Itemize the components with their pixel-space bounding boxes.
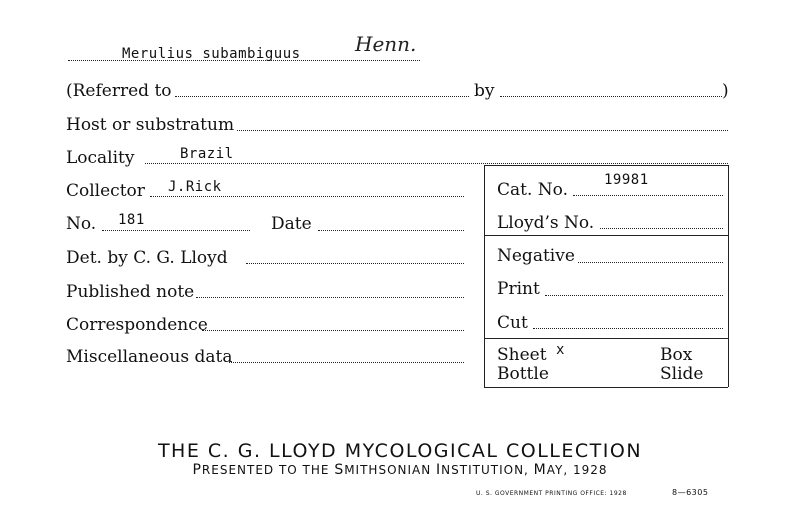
box-top-border bbox=[484, 165, 728, 166]
date-label: Date bbox=[271, 214, 312, 234]
host-label: Host or substratum bbox=[66, 115, 235, 135]
box-divider bbox=[484, 235, 728, 236]
sheet-label: Sheet bbox=[497, 345, 547, 365]
lloyds-no-line bbox=[600, 228, 723, 229]
date-line bbox=[318, 230, 464, 231]
cat-line bbox=[573, 195, 723, 196]
locality-line bbox=[145, 163, 728, 164]
misc-data-label: Miscellaneous data bbox=[66, 347, 233, 367]
box-label: Box bbox=[660, 345, 693, 365]
printing-office-note: U. S. GOVERNMENT PRINTING OFFICE: 1928 bbox=[476, 490, 627, 497]
collector-value: J.Rick bbox=[168, 179, 222, 195]
sheet-mark: x bbox=[556, 342, 565, 358]
collector-label: Collector bbox=[66, 181, 145, 201]
collector-line bbox=[150, 196, 464, 197]
species-author-handwritten: Henn. bbox=[355, 32, 417, 56]
correspondence-label: Correspondence bbox=[66, 315, 208, 335]
cat-value: 19981 bbox=[604, 172, 649, 188]
by-line bbox=[500, 96, 722, 97]
collection-title: THE C. G. LLOYD MYCOLOGICAL COLLECTION bbox=[157, 440, 643, 462]
box-right-border bbox=[728, 165, 729, 387]
print-line bbox=[545, 295, 723, 296]
box-bottom-border bbox=[484, 387, 728, 388]
collection-subtitle: PRESENTED TO THE SMITHSONIAN INSTITUTION, MAY, 1928 bbox=[192, 462, 608, 478]
correspondence-line bbox=[202, 330, 464, 331]
slide-label: Slide bbox=[660, 364, 704, 384]
det-line bbox=[246, 263, 464, 264]
box-left-border bbox=[484, 165, 485, 387]
referred-to-label: (Referred to bbox=[66, 81, 172, 101]
cat-label: Cat. No. bbox=[497, 180, 568, 200]
negative-line bbox=[578, 262, 723, 263]
no-value: 181 bbox=[118, 212, 145, 228]
locality-label: Locality bbox=[66, 148, 135, 168]
print-label: Print bbox=[497, 279, 540, 299]
no-label: No. bbox=[66, 214, 97, 234]
locality-value: Brazil bbox=[180, 146, 234, 162]
species-name: Merulius subambiguus bbox=[122, 46, 301, 62]
cut-line bbox=[533, 328, 723, 329]
closing-paren: ) bbox=[722, 81, 729, 101]
lloyds-no-label: Lloyd’s No. bbox=[497, 213, 595, 233]
misc-data-line bbox=[229, 362, 464, 363]
box-divider-lower bbox=[484, 338, 728, 339]
det-label: Det. by C. G. Lloyd bbox=[66, 248, 228, 268]
host-line bbox=[237, 130, 728, 131]
form-number: 8—6305 bbox=[672, 488, 709, 497]
cut-label: Cut bbox=[497, 313, 528, 333]
negative-label: Negative bbox=[497, 246, 575, 266]
published-note-line bbox=[196, 297, 464, 298]
bottle-label: Bottle bbox=[497, 364, 549, 384]
no-line bbox=[102, 230, 250, 231]
referred-to-line bbox=[175, 96, 469, 97]
published-note-label: Published note bbox=[66, 282, 195, 302]
by-label: by bbox=[474, 81, 495, 101]
